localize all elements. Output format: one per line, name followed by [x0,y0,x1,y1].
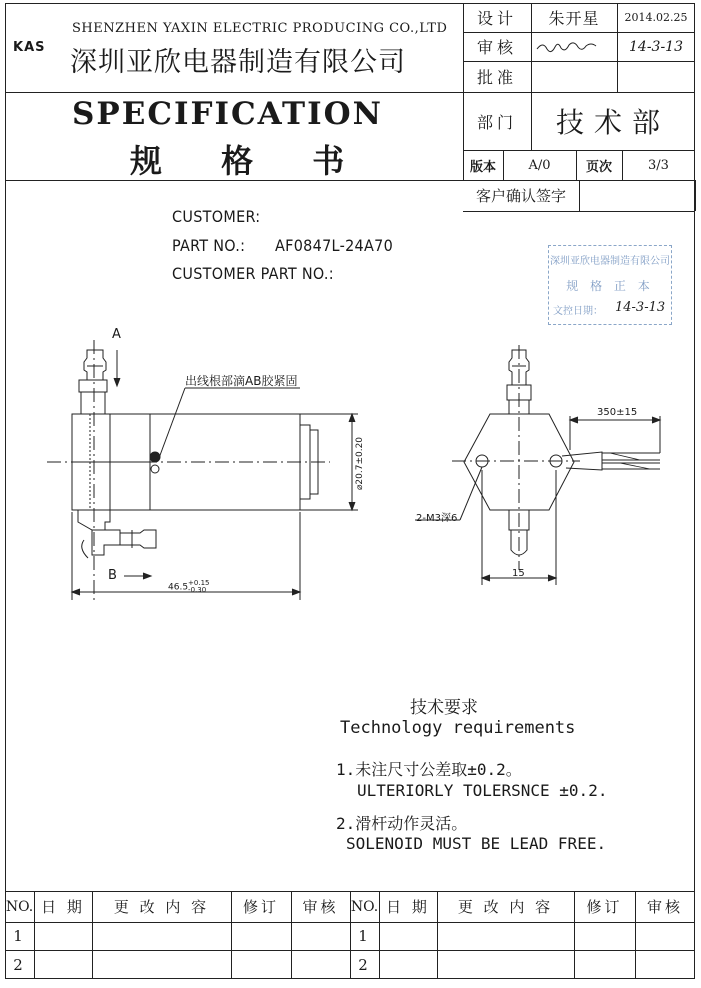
revision-header-review-2: 审核 [646,898,683,916]
revision-row-no: 2 [358,955,371,974]
revision-header-revise: 修订 [242,898,279,916]
requirement-2-cn: 2.滑杆动作灵活。 [336,814,468,833]
length-dimension-value: 46.5 [168,582,189,593]
revision-header-no-2: NO. [350,898,379,915]
document-title-en: SPECIFICATION [72,96,383,132]
thread-dimension: 2-M3深6 [416,513,458,524]
version-value: A/0 [528,157,551,173]
revision-row-no: 2 [13,955,26,974]
revision-header-revise-2: 修订 [586,898,623,916]
revision-header-content: 更 改 内 容 [113,898,210,916]
length-tolerance-lower: -0.30 [188,586,207,594]
approve-label: 批准 [476,68,517,87]
view-arrow-b-label: B [108,568,117,583]
requirement-2-en: SOLENOID MUST BE LEAD FREE. [346,834,607,853]
stamp-title: 规 格 正 本 [566,279,654,293]
revision-header-content-2: 更 改 内 容 [457,898,554,916]
dept-value: 技术部 [555,106,670,139]
revision-row-no: 1 [13,927,26,945]
revision-header-date-2: 日 期 [386,898,430,916]
requirement-1-en: ULTERIORLY TOLERSNCE ±0.2. [357,781,608,800]
diameter-dimension: ⌀20.7±0.20 [355,436,365,490]
customer-label: CUSTOMER: [172,207,261,226]
length-dimension [168,580,210,594]
company-name-cn: 深圳亚欣电器制造有限公司 [70,47,406,78]
requirements-title-en: Technology requirements [340,718,576,738]
requirement-1-cn: 1.未注尺寸公差取±0.2。 [336,760,522,779]
glue-note: 出线根部滴AB胶紧固 [185,374,298,388]
review-date: 14-3-13 [629,38,683,55]
requirements-title-cn: 技术要求 [410,698,478,718]
length-tolerance-upper: +0.15 [188,579,210,587]
revision-header-review: 审核 [302,898,339,916]
stamp-date: 14-3-13 [615,300,666,315]
design-label: 设计 [476,9,517,28]
revision-row-no: 1 [358,927,371,945]
revision-header-date: 日 期 [41,898,85,916]
part-no-value: AF0847L-24A70 [275,236,394,255]
review-label: 审核 [476,38,517,57]
design-name: 朱开星 [548,9,600,28]
version-label: 版本 [469,159,496,175]
page-label: 页次 [585,159,612,175]
lead-length-dimension: 350±15 [597,407,638,418]
revision-header-no: NO. [5,898,34,915]
page-value: 3/3 [648,157,669,173]
company-name-en: SHENZHEN YAXIN ELECTRIC PRODUCING CO.,LTD [72,21,448,36]
company-logo: KAS [13,40,46,55]
part-no-label: PART NO.: [172,236,246,255]
dept-label: 部门 [476,112,517,132]
document-title-cn: 规 格 书 [130,142,369,180]
width-dimension: 15 [512,568,525,579]
stamp-company: 深圳亚欣电器制造有限公司 [550,256,670,267]
customer-confirm-label: 客户确认签字 [475,187,566,205]
view-arrow-a-label: A [112,327,121,342]
customer-part-no-label: CUSTOMER PART NO.: [172,264,334,283]
stamp-date-label: 文控日期： [553,306,603,317]
design-date: 2014.02.25 [624,11,688,24]
